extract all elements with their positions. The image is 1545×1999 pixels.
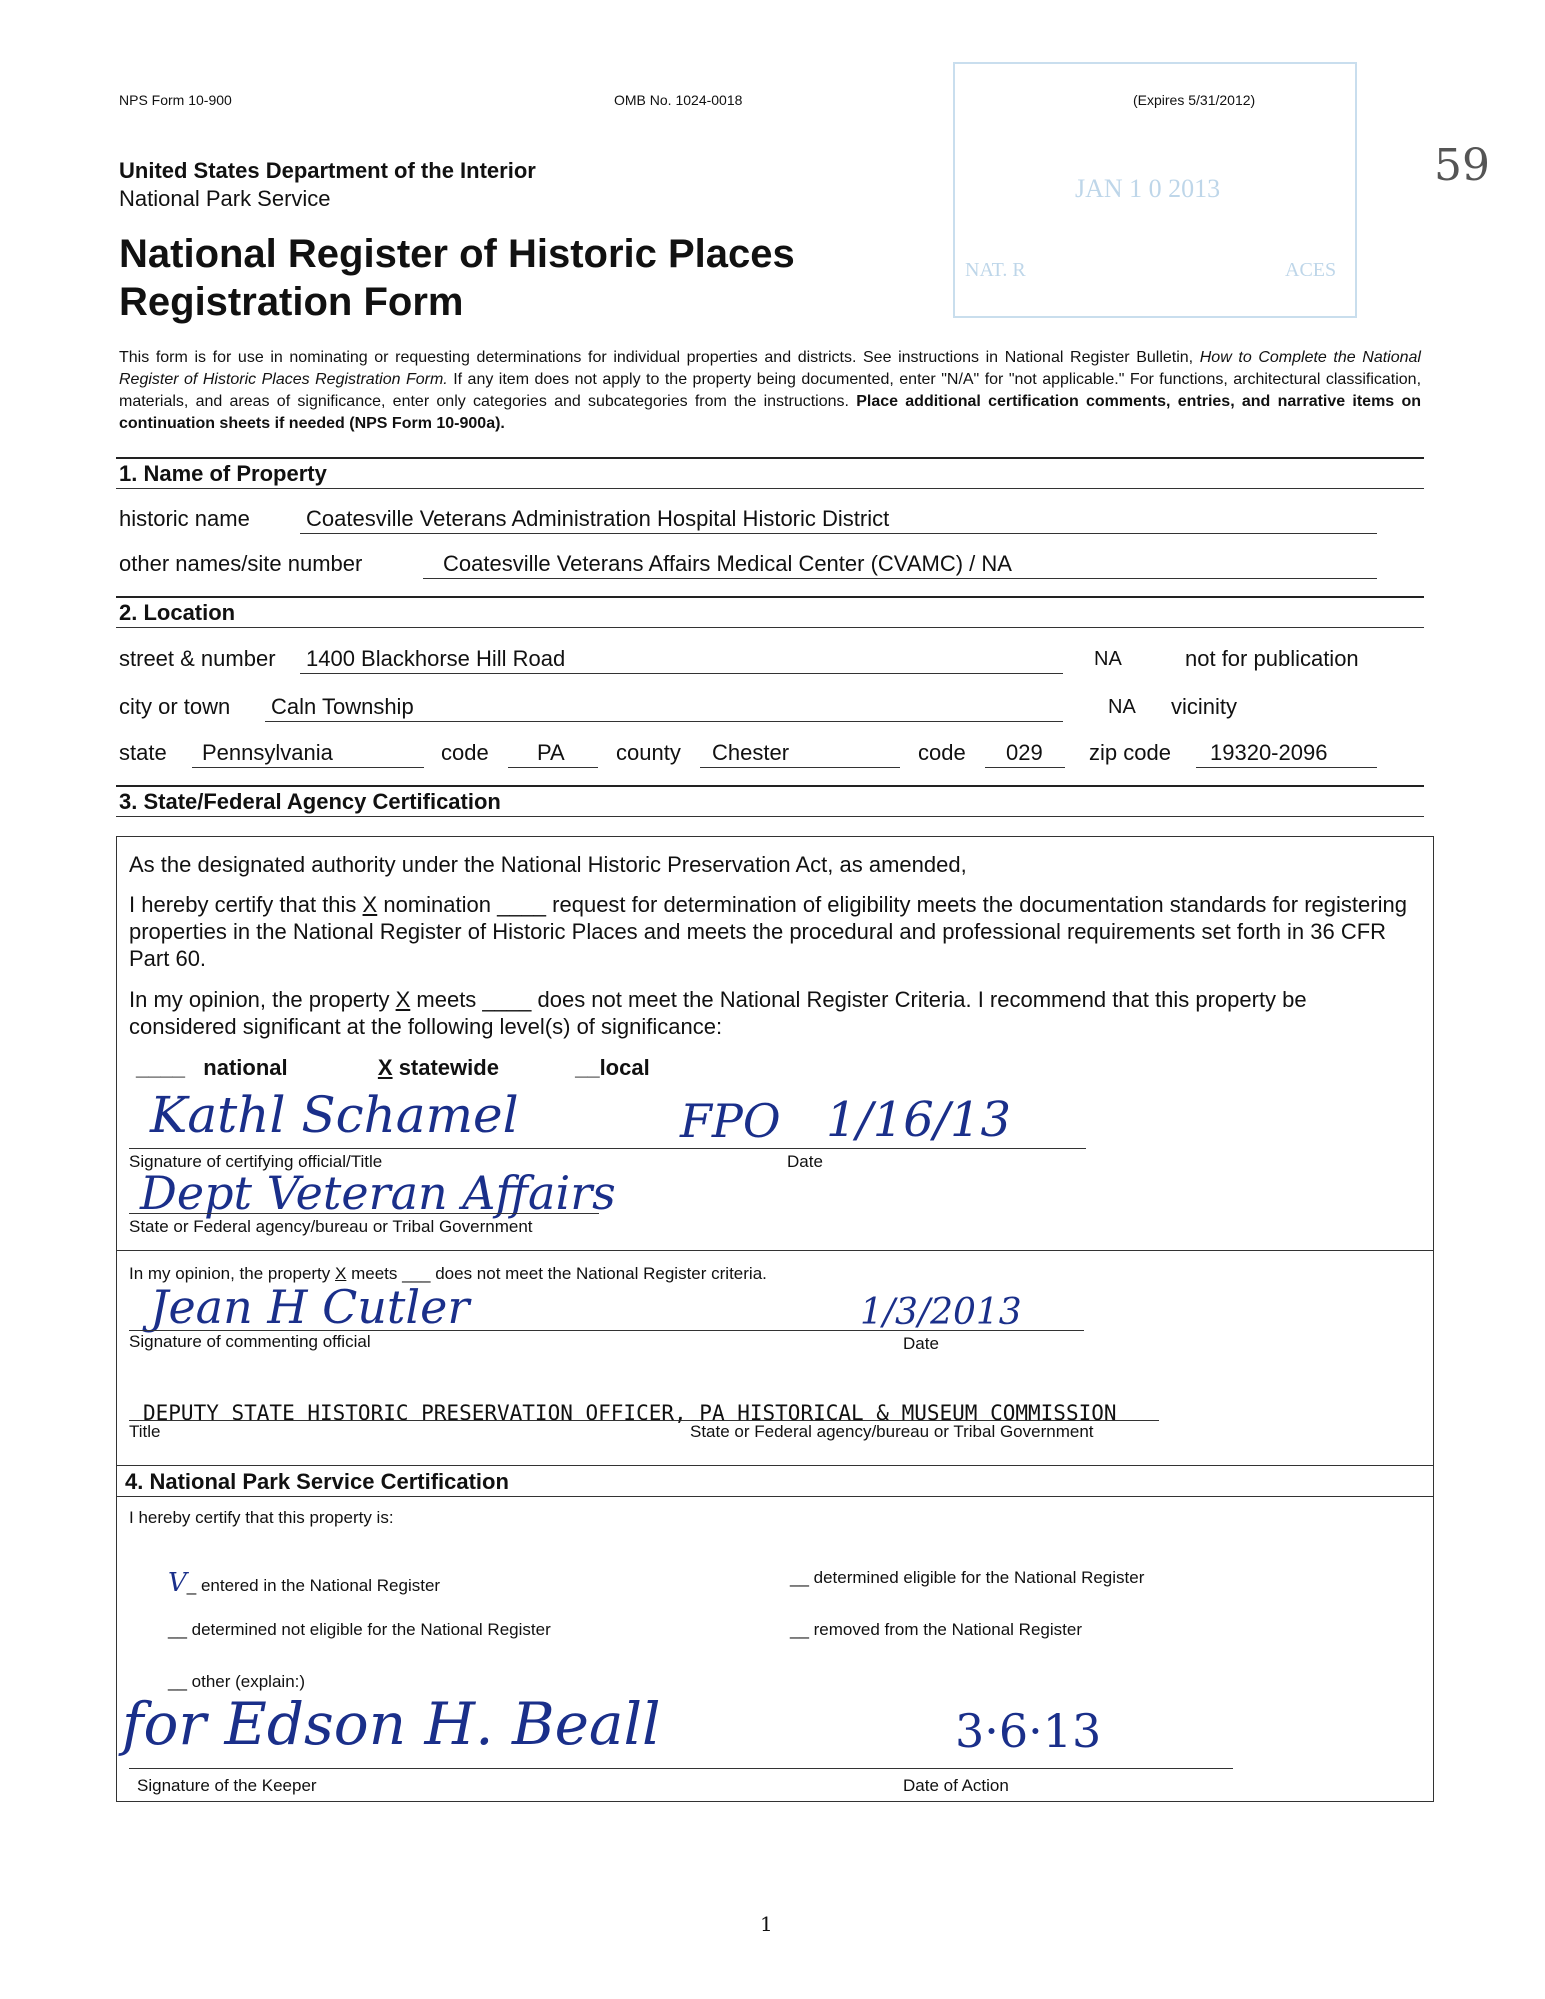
title-line2: Registration Form: [119, 280, 464, 324]
expiration-date: (Expires 5/31/2012): [1133, 92, 1256, 108]
stamp-left: NAT. R: [965, 259, 1026, 281]
title-line1: National Register of Historic Places: [119, 232, 795, 276]
historic-name-value: Coatesville Veterans Administration Hospital Historic District: [306, 506, 890, 531]
action-date-handwritten: 3·6·13: [955, 1704, 1102, 1758]
signature-label: Signature of certifying official/Title: [129, 1152, 383, 1171]
state-label: state: [119, 740, 167, 765]
other-names-label: other names/site number: [119, 551, 363, 576]
nps-certify-intro: I hereby certify that this property is:: [129, 1508, 394, 1527]
stamp-right: ACES: [1285, 259, 1337, 281]
page-mark: 59: [1434, 140, 1490, 191]
meets-text: meets: [410, 987, 483, 1012]
intro-text1: This form is for use in nominating or requesting determinations for individual properties and districts. See instructions in National Register Bulletin,: [119, 349, 1200, 366]
street-value: 1400 Blackhorse Hill Road: [306, 646, 566, 671]
typed-official-title: DEPUTY STATE HISTORIC PRESERVATION OFFICER, PA HISTORICAL & MUSEUM COMMISSION: [143, 1401, 1117, 1425]
level-statewide: statewide: [398, 1055, 499, 1080]
agency-handwritten: Dept Veteran Affairs: [140, 1166, 616, 1220]
agency-label-2: State or Federal agency/bureau or Tribal Government: [690, 1422, 1094, 1441]
page-title: [119, 230, 795, 326]
intro-paragraph: [119, 347, 1421, 435]
intro-italic: How to Complete the National Register of Historic Places Registration Form.: [119, 349, 1421, 388]
field-underline: [265, 721, 1063, 722]
city-value: Caln Township: [271, 694, 414, 719]
divider: [116, 596, 1424, 598]
vicinity: vicinity: [1171, 694, 1238, 719]
other-label: other (explain:): [191, 1672, 306, 1691]
divider: [116, 627, 1424, 628]
street-na: NA: [1094, 648, 1122, 670]
field-underline: [300, 533, 1377, 534]
opinion-statement: In my opinion, the property X meets ____ does not meet the National Register Criteria. I recommend that this property be considered significant at the following level(s) of significance:: [129, 987, 1307, 1039]
received-stamp: [953, 62, 1357, 318]
section4-heading: 4. National Park Service Certification: [125, 1469, 509, 1494]
statewide-mark: X: [377, 1055, 393, 1080]
field-underline: [1196, 767, 1377, 768]
certifying-signature: Kathl Schamel: [150, 1086, 519, 1144]
zip-label: zip code: [1089, 740, 1171, 765]
date-label: Date: [787, 1152, 823, 1171]
criteria-text: does not meet the National Register Criteria. I recommend that this property be considered significant at the following level(s) of significance:: [129, 987, 1307, 1039]
certify-text: I hereby certify that this: [129, 892, 363, 917]
county-code: 029: [1006, 740, 1043, 765]
divider: [116, 1496, 1434, 1497]
not-for-publication: not for publication: [1185, 646, 1359, 671]
authority-statement: As the designated authority under the National Historic Preservation Act, as amended,: [129, 852, 967, 877]
signature-line: [129, 1420, 1159, 1421]
option-removed: __ removed from the National Register: [790, 1620, 1082, 1639]
other-names-value: Coatesville Veterans Affairs Medical Center (CVAMC) / NA: [443, 551, 1012, 576]
divider: [116, 1465, 1434, 1466]
section1-heading: 1. Name of Property: [119, 461, 327, 486]
field-underline: [700, 767, 900, 768]
option-eligible: __ determined eligible for the National Register: [790, 1568, 1145, 1587]
keeper-signature: for Edson H. Beall: [122, 1690, 661, 1758]
county-value: Chester: [712, 740, 790, 765]
signature-line: [129, 1213, 599, 1214]
significance-levels: ____ national X statewide __local: [136, 1055, 650, 1080]
divider: [116, 457, 1424, 459]
city-na: NA: [1108, 696, 1136, 718]
opinion-text: In my opinion, the property: [129, 987, 396, 1012]
county-label: county: [616, 740, 681, 765]
intro-bold: Place additional certification comments, entries, and narrative items on continuation sheets if needed (NPS Form 10-900a).: [119, 393, 1422, 432]
comment-statement: In my opinion, the property X meets ___ does not meet the National Register criteria.: [129, 1264, 767, 1283]
divider: [116, 1250, 1434, 1251]
city-label: city or town: [119, 694, 231, 719]
commenting-date-handwritten: 1/3/2013: [860, 1292, 1022, 1333]
signature-line: [129, 1330, 1084, 1331]
nomination-text: nomination: [377, 892, 498, 917]
level-local: local: [599, 1055, 650, 1080]
divider: [116, 816, 1424, 817]
field-underline: [192, 767, 424, 768]
historic-name-label: historic name: [119, 506, 250, 531]
comment-criteria: does not meet the National Register criteria.: [430, 1264, 767, 1283]
action-date-label: Date of Action: [903, 1776, 1009, 1795]
commenting-date-label: Date: [903, 1334, 939, 1353]
meets-mark: X: [395, 987, 411, 1012]
section3-heading: 3. State/Federal Agency Certification: [119, 789, 501, 814]
field-underline: [300, 673, 1063, 674]
field-underline: [985, 767, 1065, 768]
certify-statement: I hereby certify that this X nomination ____ request for determination of eligibility meets the documentation standards for registering properties in the National Register of Historic Places and meets the procedural and professional requirements set forth in 36 CFR Part 60.: [129, 892, 1407, 971]
agency-label: State or Federal agency/bureau or Tribal Government: [129, 1217, 533, 1236]
state-code-label: code: [441, 740, 489, 765]
request-text: request for determination of eligibility meets the documentation standards for registering properties in the National Register of Historic Places and meets the procedural and professional requirements set forth in 36 CFR Part 60.: [129, 892, 1407, 971]
omb-number: OMB No. 1024-0018: [614, 92, 743, 108]
comment-meets-mark: X: [335, 1264, 347, 1283]
field-underline: [508, 767, 598, 768]
eligible-label: determined eligible for the National Register: [813, 1568, 1145, 1587]
comment-meets: meets: [346, 1264, 403, 1283]
zip-value: 19320-2096: [1210, 740, 1328, 765]
street-label: street & number: [119, 646, 276, 671]
certifying-title-handwritten: FPO: [680, 1094, 781, 1148]
divider: [116, 785, 1424, 787]
nomination-mark: X: [362, 892, 378, 917]
level-national: national: [203, 1055, 288, 1080]
county-code-label: code: [918, 740, 966, 765]
intro-text2: If any item does not apply to the property being documented, enter "N/A" for "not applicable." For functions, architectural classification, materials, and areas of significance, enter only categories and subcategories from the instructions.: [119, 371, 1422, 410]
option-other: __ other (explain:): [168, 1672, 306, 1691]
field-underline: [423, 578, 1377, 579]
entered-mark: V: [168, 1568, 187, 1598]
form-number: NPS Form 10-900: [119, 92, 232, 108]
not-eligible-label: determined not eligible for the National Register: [191, 1620, 551, 1639]
service-name: National Park Service: [119, 186, 331, 211]
certifying-date-handwritten: 1/16/13: [826, 1092, 1012, 1148]
option-entered: V_ entered in the National Register: [168, 1568, 441, 1598]
signature-line: [129, 1148, 1086, 1149]
section2-heading: 2. Location: [119, 600, 236, 625]
commenting-signature: Jean H Cutler: [150, 1280, 470, 1334]
page-number: 1: [760, 1912, 773, 1936]
entered-label: entered in the National Register: [200, 1576, 441, 1595]
stamp-date: JAN 1 0 2013: [1075, 174, 1221, 203]
state-code: PA: [537, 740, 565, 765]
department-name: United States Department of the Interior: [119, 158, 536, 183]
state-value: Pennsylvania: [202, 740, 333, 765]
removed-label: removed from the National Register: [813, 1620, 1082, 1639]
commenting-signature-label: Signature of commenting official: [129, 1332, 371, 1351]
option-not-eligible: __ determined not eligible for the National Register: [168, 1620, 551, 1639]
agency-block: [119, 157, 536, 213]
keeper-label: Signature of the Keeper: [137, 1776, 317, 1795]
comment-text: In my opinion, the property: [129, 1264, 336, 1283]
title-label: Title: [129, 1422, 161, 1441]
signature-line: [129, 1768, 1233, 1769]
divider: [116, 488, 1424, 489]
